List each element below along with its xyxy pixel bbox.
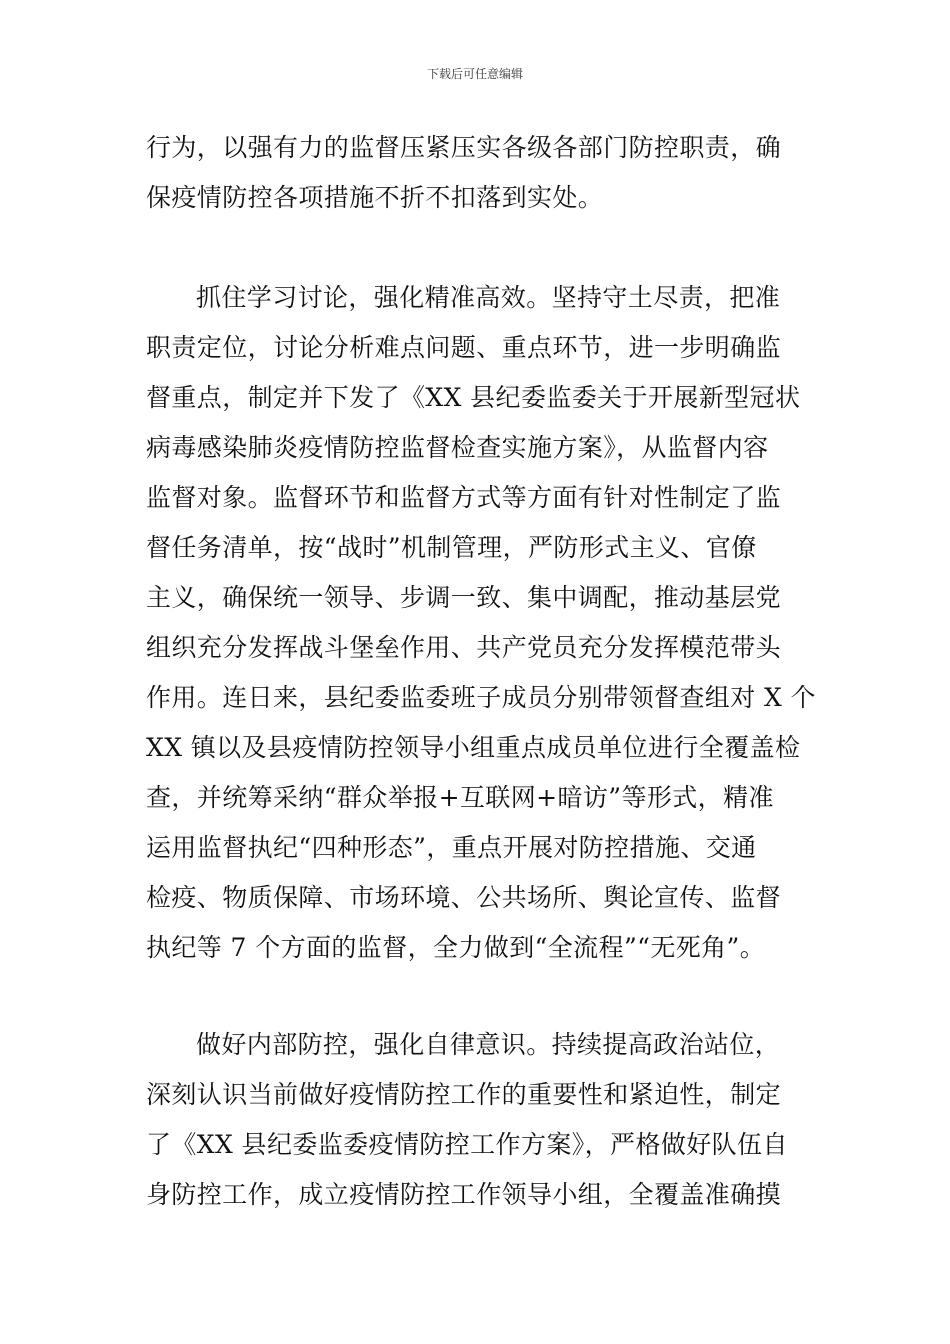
paragraph-line: 督任务清单，按“战时”机制管理，严防形式主义、官僚 xyxy=(146,533,757,562)
page-header: 下载后可任意编辑 xyxy=(426,67,523,81)
paragraph-line: XX 镇以及县疫情防控领导小组重点成员单位进行全覆盖检 xyxy=(146,733,801,762)
paragraph-line: 保疫情防控各项措施不折不扣落到实处。 xyxy=(146,183,604,212)
paragraph-line: 督重点，制定并下发了《XX 县纪委监委关于开展新型冠状 xyxy=(146,383,801,412)
paragraph-2 xyxy=(146,273,816,973)
paragraph-line: 主义，确保统一领导、步调一致、集中调配，推动基层党 xyxy=(146,583,782,612)
paragraph-line: 行为，以强有力的监督压紧压实各级各部门防控职责，确 xyxy=(146,133,782,162)
paragraph-line: 查，并统筹采纳“群众举报+互联网+暗访”等形式，精准 xyxy=(146,783,774,812)
paragraph-line: 身防控工作，成立疫情防控工作领导小组，全覆盖准确摸 xyxy=(146,1180,782,1209)
paragraph-line: 运用监督执纪“四种形态”，重点开展对防控措施、交通 xyxy=(146,833,757,862)
paragraph-first-line: 抓住学习讨论，强化精准高效。坚持守土尽责，把准 xyxy=(196,283,781,312)
paragraph-3 xyxy=(146,1020,810,1220)
paragraph-first-line: 做好内部防控，强化自律意识。持续提高政治站位， xyxy=(196,1030,781,1059)
paragraph-line: 组织充分发挥战斗堡垒作用、共产党员充分发挥模范带头 xyxy=(146,633,782,662)
paragraph-line: 检疫、物质保障、市场环境、公共场所、舆论宣传、监督 xyxy=(146,883,782,912)
paragraph-line: 深刻认识当前做好疫情防控工作的重要性和紧迫性，制定 xyxy=(146,1080,782,1109)
paragraph-line: 病毒感染肺炎疫情防控监督检查实施方案》，从监督内容 xyxy=(146,433,769,462)
paragraph-line: 作用。连日来，县纪委监委班子成员分别带领督查组对 X 个 xyxy=(146,683,816,712)
paragraph-line: 监督对象。监督环节和监督方式等方面有针对性制定了监 xyxy=(146,483,782,512)
paragraph-line: 了《XX 县纪委监委疫情防控工作方案》，严格做好队伍自 xyxy=(146,1130,788,1159)
paragraph-line: 职责定位，讨论分析难点问题、重点环节，进一步明确监 xyxy=(146,333,782,362)
paragraph-line: 执纪等 7 个方面的监督，全力做到“全流程”“无死角”。 xyxy=(146,933,766,962)
paragraph-1 xyxy=(146,123,810,223)
